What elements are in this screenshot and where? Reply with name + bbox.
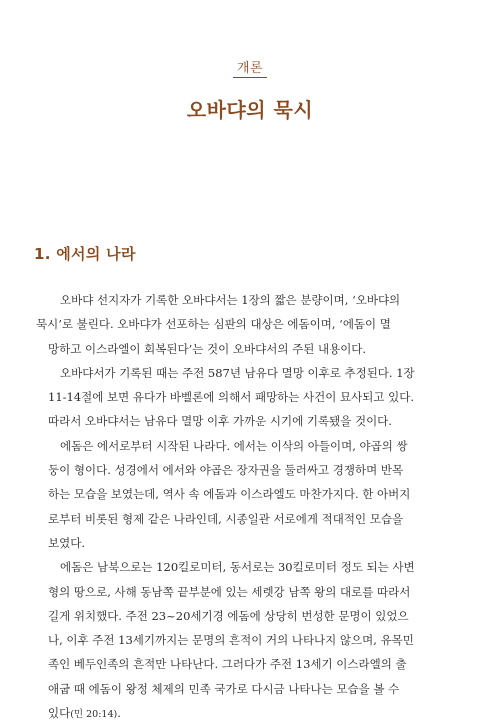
chapter-title: 오바댜의 묵시 [186, 98, 314, 122]
text-line: 둥이 형이다. 성경에서 에서와 야곱은 장자권을 둘러싸고 경쟁하며 반목 [48, 463, 404, 478]
text-line: 나, 이후 주전 13세기까지는 문명의 흔적이 거의 나타나지 않으며, 유목민 [48, 633, 414, 648]
text-line: 에돔은 에서로부터 시작된 나라다. 에서는 이삭의 아들이며, 야곱의 쌍 [60, 438, 408, 453]
text-line: 애굽 때 에돔이 왕정 체제의 민족 국가로 다시금 나타나는 모습을 볼 수 [48, 681, 400, 696]
last-line-text: 있다 [48, 706, 71, 721]
paragraph-1 [36, 288, 472, 361]
text-line: 형의 땅으로, 사해 동남쪽 끝부분에 있는 세렛강 남쪽 왕의 대로를 따라서 [48, 584, 411, 599]
section-heading: 1. 에서의 나라 [34, 245, 136, 263]
paragraph-4 [48, 555, 472, 727]
text-line: 오바댜서가 기록된 때는 주전 587년 남유다 멸망 이후로 추정된다. 1장 [60, 365, 415, 380]
text-line: 족인 베두인족의 흔적만 나타난다. 그러다가 주전 13세기 이스라엘의 출 [48, 657, 407, 672]
text-line: 묵시’로 불린다. 오바댜가 선포하는 심판의 대상은 에돔이며, ‘에돔이 멸 [36, 317, 391, 332]
body-text [36, 288, 472, 727]
text-line: 길게 위치했다. 주전 23~20세기경 에돔에 상당히 번성한 문명이 있었으 [48, 608, 409, 623]
scripture-reference: (민 20:14) [70, 709, 118, 721]
text-line: 오바댜 선지자가 기록한 오바댜서는 1장의 짧은 분량이며, ‘오바댜의 [60, 293, 401, 307]
text-line: 망하고 이스라엘이 회복된다’는 것이 오바댜서의 주된 내용이다. [48, 341, 367, 356]
sentence-end: . [117, 706, 121, 721]
text-line: 로부터 비롯된 형제 같은 나라인데, 시종일관 서로에게 적대적인 모습을 [48, 511, 404, 526]
text-line-last [36, 701, 472, 727]
text-line: 에돔은 남북으로는 120킬로미터, 동서로는 30킬로미터 정도 되는 사변 [60, 560, 415, 575]
paragraph-2 [48, 361, 472, 434]
overline-underline [233, 77, 267, 78]
paragraph-3 [48, 434, 472, 555]
text-line: 하는 모습을 보였는데, 역사 속 에돔과 이스라엘도 마찬가지다. 한 아버지 [48, 487, 411, 502]
text-line: 보였다. [48, 535, 85, 550]
text-line: 11-14절에 보면 유다가 바벨론에 의해서 패망하는 사건이 묘사되고 있다. [48, 390, 414, 405]
chapter-overline: 개론 [236, 61, 264, 76]
text-line: 따라서 오바댜서는 남유다 멸망 이후 가까운 시기에 기록됐을 것이다. [48, 414, 392, 429]
